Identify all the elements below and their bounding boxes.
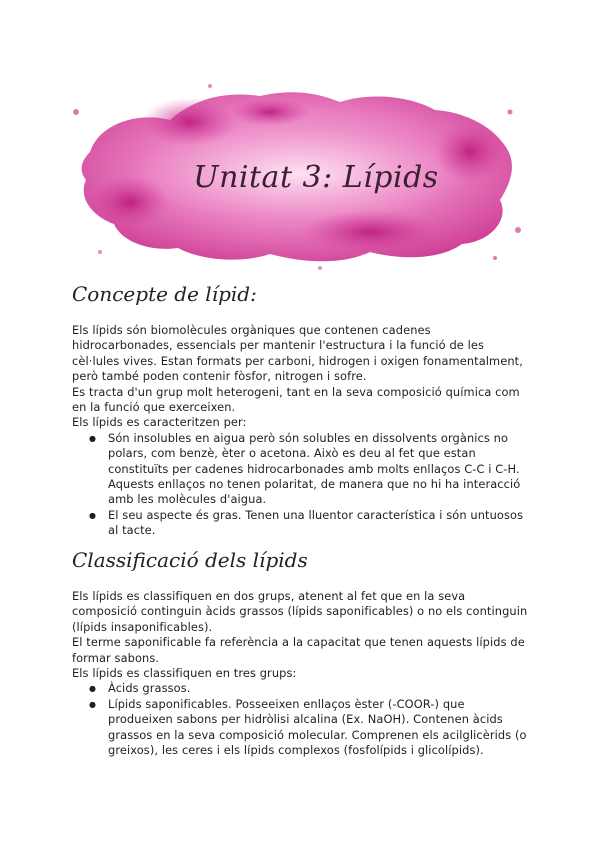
title-banner (70, 82, 532, 272)
list-item: ● Són insolubles en aigua però són solubles en dissolvents orgànics no polars, com benzè, èter o acetona. Això es deu al fet que estan constituïts per cadenes hidrocarbonades amb molts enllaços C-C i C-H. Aquests enllaços no tenen polaritat, de manera que no hi ha interacció amb les molècules d'aigua. (108, 431, 532, 508)
list-item: ● El seu aspecte és gras. Tenen una lluentor característica i són untuosos al tacte. (108, 508, 532, 539)
section-classificacio-body (72, 589, 532, 758)
paragraph: Els lípids es classifiquen en tres grups: (72, 666, 297, 681)
section-heading-classificacio: Classificació dels lípids (72, 548, 308, 572)
section-heading-concepte: Concepte de lípid: (72, 282, 257, 306)
paragraph: Els lípids es caracteritzen per: (72, 415, 247, 430)
paragraph: Es tracta d'un grup molt heterogeni, tant en la seva composició química com en la funció que exerceixen. (72, 384, 520, 415)
paragraph: Els lípids són biomolècules orgàniques que contenen cadenes hidrocarbonades, essencials per mantenir l'estructura i la funció de les cèl·lules vives. Estan formats per carboni, hidrogen i oxigen fonamentalment, però també poden contenir fòsfor, nitrogen i sofre. (72, 323, 523, 384)
section-concepte-body (72, 323, 532, 539)
paragraph: El terme saponificable fa referència a la capacitat que tenen aquests lípids de formar sabons. (72, 635, 525, 665)
paragraph: Els lípids es classifiquen en dos grups, atenent al fet que en la seva composició continguin àcids grassos (lípids saponificables) o no els continguin (lípids insaponificables). (72, 589, 528, 634)
list-item: ● Lípids saponificables. Posseeixen enllaços èster (-COOR-) que produeixen sabons per hidròlisi alcalina (Ex. NaOH). Contenen àcids grassos en la seva composició molecular. Comprenen els acilglicèrids (o greixos), les ceres i els lípids complexos (fosfolípids i glicolípids). (108, 697, 532, 759)
list-item: ● Àcids grassos. (108, 681, 532, 696)
bullet-list (72, 431, 532, 539)
bullet-list (72, 681, 532, 758)
page-title: Unitat 3: Lípids (193, 160, 439, 195)
